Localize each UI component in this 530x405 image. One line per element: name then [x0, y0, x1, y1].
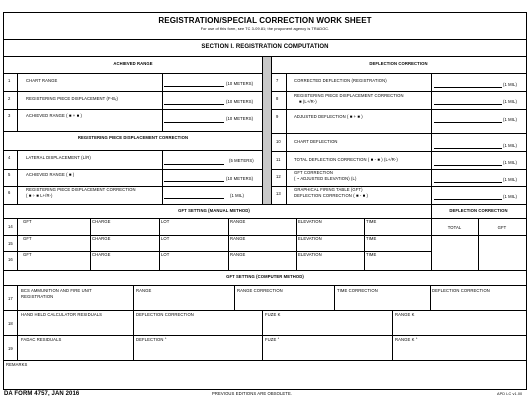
- total-label: TOTAL: [447, 225, 462, 230]
- row-9-num: 9: [276, 114, 279, 119]
- row-16-range: RANGE: [230, 252, 246, 257]
- row-19-fuze: FUZE °: [265, 337, 280, 342]
- row-8-label2: ■ (L+/R-): [299, 99, 317, 104]
- row-14-gft: GFT: [23, 219, 32, 224]
- row-5-unit: (10 METERS): [226, 176, 254, 181]
- row-10-label: CHART DEFLECTION: [294, 139, 338, 144]
- section-title: SECTION I. REGISTRATION COMPUTATION: [201, 44, 329, 50]
- row-15-lot: LOT: [161, 236, 170, 241]
- row-18-deflection: DEFLECTION CORRECTION: [136, 312, 194, 317]
- row-18-fuze-k: FUZE K: [265, 312, 281, 317]
- row-15-gft: GFT: [23, 236, 32, 241]
- remarks-field[interactable]: [5, 369, 525, 389]
- row-16-time: TIME: [366, 252, 377, 257]
- row-15-num: 15: [8, 241, 13, 246]
- row-17-range-correction: RANGE CORRECTION: [237, 288, 283, 293]
- row-19-deflection: DEFLECTION °: [136, 337, 167, 342]
- row-17-deflection-correction: DEFLECTION CORRECTION: [432, 288, 490, 293]
- row-15-time: TIME: [366, 236, 377, 241]
- row-5-num: 5: [8, 172, 11, 177]
- footer-apd: APD LC v1.00: [497, 392, 523, 396]
- row-9-unit: (1 MIL): [503, 117, 517, 122]
- row-16-num: 16: [8, 257, 13, 262]
- row-11-unit: (1 MIL): [503, 160, 517, 165]
- row-12-num: 12: [276, 174, 281, 179]
- row-9-label: ADJUSTED DEFLECTION ( ■ + ■ ): [294, 114, 363, 119]
- row-16-charge: CHARGE: [92, 252, 111, 257]
- row-17-label: BCS AMMUNITION AND FIRE UNIT: [21, 288, 92, 293]
- achieved-range-header: ACHIEVED RANGE: [113, 61, 153, 66]
- row-19-range-k: RANGE K °: [395, 337, 418, 342]
- row-12-label: GFT CORRECTION: [294, 170, 334, 175]
- form-subtitle: For use of this form, see TC 3-09.81; the proponent agency is TRADOC.: [200, 27, 330, 31]
- remarks-label: REMARKS: [6, 362, 28, 367]
- row-6-label: REGISTERING PIECE DISPLACEMENT CORRECTION: [26, 187, 136, 192]
- row-12-unit: (1 MIL): [503, 177, 517, 182]
- rpd-correction-header: REGISTERING PIECE DISPLACEMENT CORRECTION: [77, 135, 189, 140]
- row-4-unit: (5 METERS): [229, 158, 254, 163]
- row-8-num: 8: [276, 96, 279, 101]
- gft-manual-header: GFT SETTING (MANUAL METHOD): [178, 208, 250, 213]
- row-2-num: 2: [8, 96, 11, 101]
- row-15-range: RANGE: [230, 236, 246, 241]
- row-3-num: 3: [8, 113, 11, 118]
- row-5-label: ACHIEVED RANGE ( ■ ): [26, 172, 75, 177]
- row-14-elevation: ELEVATION: [298, 219, 322, 224]
- row-14-charge: CHARGE: [92, 219, 111, 224]
- row-7-unit: (1 MIL): [503, 82, 517, 87]
- row-16-elevation: ELEVATION: [298, 252, 322, 257]
- row-12-label2: ( ~ ADJUSTED ELEVATION) (L): [294, 176, 357, 181]
- row-17-time-correction: TIME CORRECTION: [337, 288, 378, 293]
- form-title: REGISTRATION/SPECIAL CORRECTION WORK SHEET: [158, 16, 372, 25]
- row-13-label: GRAPHICAL FIRING TABLE (GFT): [294, 187, 363, 192]
- gft-label: GFT: [497, 225, 507, 230]
- row-4-num: 4: [8, 155, 11, 160]
- row-2-unit: (10 METERS): [226, 99, 254, 104]
- row-14-num: 14: [8, 224, 13, 229]
- row-13-label2: DEFLECTION CORRECTION ( ■ - ■ ): [294, 193, 368, 198]
- row-6-label2: ( ■ ÷ ■ L+/R-): [26, 193, 53, 198]
- row-2-label: REGISTERING PIECE DISPLACEMENT (F-Bₓ): [26, 96, 119, 101]
- divider-column: [262, 57, 271, 204]
- row-15-elevation: ELEVATION: [298, 236, 322, 241]
- row-10-unit: (1 MIL): [503, 143, 517, 148]
- row-19-label: FADAC RESIDUALS: [21, 337, 62, 342]
- row-1-label: CHART RANGE: [26, 78, 58, 83]
- defl-correction-header-2: DEFLECTION CORRECTION: [449, 208, 508, 213]
- gft-computer-header: GFT SETTING (COMPUTER METHOD): [226, 274, 304, 279]
- work-sheet-form: [3, 12, 527, 390]
- row-13-unit: (1 MIL): [503, 194, 517, 199]
- row-7-label: CORRECTED DEFLECTION (REGISTRATION): [294, 78, 387, 83]
- row-11-label: TOTAL DEFLECTION CORRECTION ( ■ - ■ ) (L+/R-): [294, 157, 398, 162]
- deflection-correction-header: DEFLECTION CORRECTION: [369, 61, 428, 66]
- row-1-num: 1: [8, 78, 11, 83]
- footer-form-number: DA FORM 4757, JAN 2016: [4, 391, 80, 397]
- row-17-num: 17: [8, 296, 13, 301]
- row-14-lot: LOT: [161, 219, 170, 224]
- row-17-label2: REGISTRATION: [21, 294, 54, 299]
- row-1-unit: (10 METERS): [226, 81, 254, 86]
- row-18-range-k: RANGE K: [395, 312, 415, 317]
- row-17-range: RANGE: [136, 288, 152, 293]
- row-16-lot: LOT: [161, 252, 170, 257]
- row-10-num: 10: [276, 139, 281, 144]
- row-18-num: 18: [8, 321, 13, 326]
- row-18-label: HAND HELD CALCULATOR RESIDUALS: [21, 312, 103, 317]
- row-6-num: 6: [8, 190, 11, 195]
- footer-previous-editions: PREVIOUS EDITIONS ARE OBSOLETE.: [212, 391, 293, 396]
- row-6-unit: (1 MIL): [230, 193, 244, 198]
- row-13-num: 13: [276, 191, 281, 196]
- row-8-unit: (1 MIL): [503, 99, 517, 104]
- row-14-time: TIME: [366, 219, 377, 224]
- row-11-num: 11: [276, 157, 281, 162]
- row-14-range: RANGE: [230, 219, 246, 224]
- row-15-charge: CHARGE: [92, 236, 111, 241]
- row-16-gft: GFT: [23, 252, 32, 257]
- row-19-num: 19: [8, 346, 13, 351]
- row-8-label: REGISTERING PIECE DISPLACEMENT CORRECTION: [294, 93, 404, 98]
- row-4-label: LATERAL DISPLACEMENT (L/R): [26, 155, 91, 160]
- row-3-label: ACHIEVED RANGE ( ■ + ■ ): [26, 113, 82, 118]
- row-7-num: 7: [276, 78, 279, 83]
- row-3-unit: (10 METERS): [226, 116, 254, 121]
